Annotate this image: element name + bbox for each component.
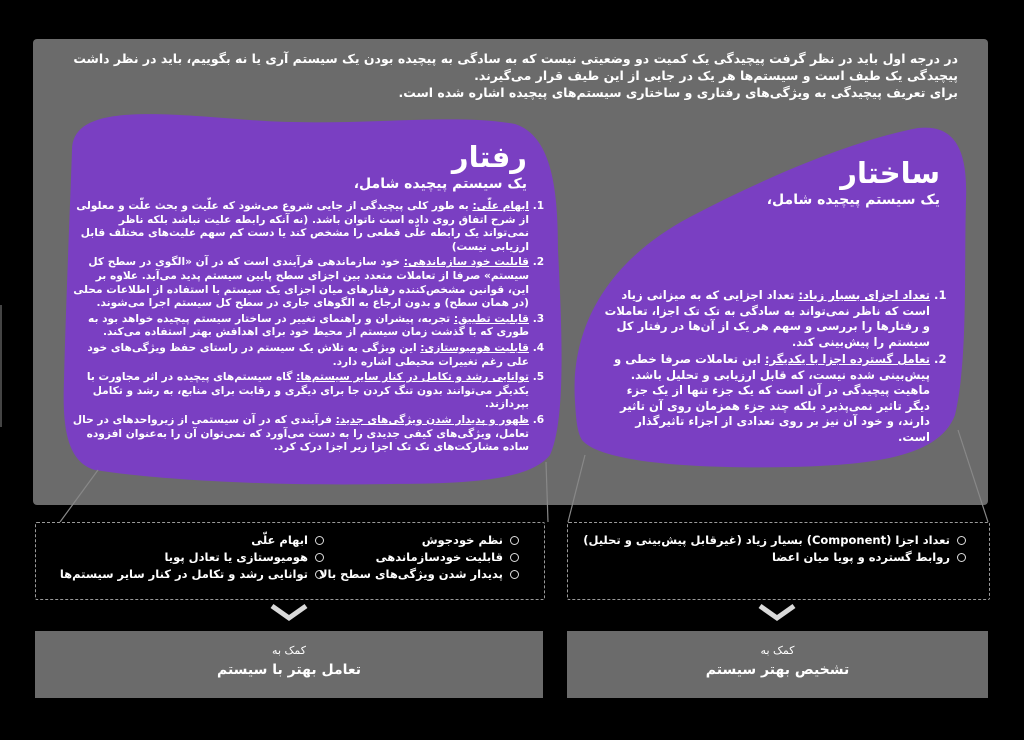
connector-right-1 (568, 455, 585, 522)
item-term: ظهور و پدیدار شدن ویژگی‌های جدید: (335, 413, 529, 426)
outcome-right-small: کمک به (760, 644, 795, 657)
item-text: فرآیندی که در آن سیستمی از زیرواحدهای در حال تعامل، ویژگی‌های کیفی جدیدی را به دست می‌آورد که نمی‌توان آن را به‌عنوان افزوده ساده مشارکت‌های تک تک اجزا زیر اجزا درک کرد. (72, 413, 529, 454)
summary-bullet: ابهام علّی (60, 532, 324, 549)
intro-line-2: پیچیدگی یک طیف است و سیستم‌ها هر یک در جایی از این طیف قرار می‌گیرند. (474, 68, 958, 83)
summary-right-list (583, 532, 966, 566)
item-term: توانایی رشد و تکامل در کنار سایر سیستم‌ها: (296, 371, 529, 384)
summary-bullet: هومیوستازی یا تعادل پویا (60, 549, 324, 566)
summary-bullet: روابط گسترده و پویا میان اعضا (583, 549, 966, 566)
item-term: ابهام علّی: (472, 200, 529, 212)
connector-right-2 (958, 430, 988, 522)
intro-line-1: در درجه اول باید در نظر گرفت پیچیدگی یک کمیت دو وضعیتی نیست که به سادگی به پیچیده بودن یک سیستم آری یا نه بگوییم، باید در نظر داشت (73, 51, 958, 66)
list-item (600, 352, 930, 445)
item-term: تعامل گسترده اجزا با یکدیگر: (764, 352, 930, 366)
structure-section (600, 150, 948, 447)
item-text: تعداد اجزایی که به میزانی زیاد است که ناظر نمی‌تواند به سادگی به تک تک اجزا، تعاملات و رفتارها را بررسی و سهم هر یک از آن‌ها در رفتار کل سیستم را پیش‌بینی کند. (604, 288, 930, 349)
item-text: این تعاملات صرفا خطی و پیش‌بینی شده نیست، که قابل ارزیابی و تحلیل باشد. ماهیت پیچیدگی در آن است که یک جزء تنها از یک جزء دیگر تاثیر نمی‌پذیرد بلکه چند جزء همزمان روی آن تاثیر دارند، و خود آن نیز بر روی تعدادی از اجزاء تاثیرگذار است. (614, 352, 930, 444)
summary-bullet: توانایی رشد و تکامل در کنار سایر سیستم‌ها (60, 566, 324, 583)
list-item (72, 414, 529, 455)
item-text: خود سازماندهی فرآیندی است که در آن «الگوی در سطح کل سیستم» صرفا از تعاملات متعدد بین اجزای سطح پایین سیستم پدید می‌آید. علاوه بر این، قوانین مشخص‌کننده رفتارهای میان اجزای یک سیستم با استفاده از اطلاعات محلی (در همان سطح) و بدون ارجاع به الگوهای جاری در سطح کل سیستم اجرا می‌شوند. (73, 256, 529, 310)
summary-bullet: قابلیت خودسازماندهی (319, 549, 519, 566)
summary-left-col-left (319, 532, 519, 583)
connector-left-2 (546, 462, 548, 522)
structure-subtitle: یک سیستم پیچیده شامل، (766, 192, 940, 208)
list-item (72, 256, 529, 310)
behavior-title: رفتار (451, 140, 527, 174)
intro-line-3: برای تعریف پیچیدگی به ویژگی‌های رفتاری و ساختاری سیستم‌های پیچیده اشاره شده است. (398, 85, 958, 100)
summary-bullet: پدیدار شدن ویژگی‌های سطح بالا (319, 566, 519, 583)
item-text: تجربه، پیشران و راهنمای تغییر در ساختار سیستم پیچیده خواهد بود به طوری که با گذشت زمان سیستم از محیط خود برای اهدافش بهتر استفاده می‌کند. (88, 312, 529, 339)
outcome-left-small: کمک به (272, 644, 306, 657)
outcome-left-box (35, 631, 543, 698)
behavior-section (72, 140, 547, 457)
outcome-left-big: تعامل بهتر با سیستم (216, 662, 362, 678)
list-item (72, 313, 529, 340)
item-term: تعداد اجزای بسیار زیاد: (798, 288, 930, 302)
item-text: این ویژگی به تلاش یک سیستم در راستای حفظ ویژگی‌های خود علی رغم تغییرات محیطی اشاره دارد. (87, 341, 529, 368)
item-term: قابلیت خود سازماندهی: (403, 256, 529, 269)
summary-bullet: نظم خودجوش (319, 532, 519, 549)
chevron-down-icon (756, 602, 798, 622)
outcome-right-box (567, 631, 988, 698)
structure-title: ساختار (840, 156, 940, 190)
outcome-right-big: تشخیص بهتر سیستم (705, 662, 850, 678)
item-text: به طور کلی پیچیدگی از جایی شروع می‌شود که علّیت و بحث علّت و معلولی از شرح اتفاق روی داده است ناتوان باشد. (نه آنکه رابطه علیت نباشد بلکه ناظر نمی‌تواند یک رابطه علّی قطعی را مشخص کند یا دست کم سهم علیت‌های مختلف قابل ارزیابی نیست) (76, 200, 529, 253)
chevron-down-icon (268, 602, 310, 622)
structure-list (600, 288, 948, 445)
connector-left-1 (60, 470, 98, 522)
list-item (72, 200, 529, 254)
behavior-list (72, 200, 547, 455)
behavior-subtitle: یک سیستم پیچیده شامل، (353, 176, 527, 192)
summary-left-col-right (60, 532, 324, 583)
item-term: قابلیت هومیوستازی: (420, 341, 529, 354)
list-item (600, 288, 930, 350)
list-item (72, 342, 529, 369)
summary-bullet: تعداد اجزا (Component) بسیار زیاد (غیرقابل پیش‌بینی و تحلیل) (583, 532, 966, 549)
item-term: قابلیت تطبیق: (453, 312, 529, 325)
item-text: گاه سیستم‌های پیچیده در اثر مجاورت با یکدیگر می‌توانند بدون تنگ کردن جا برای دیگری و رقابت برای منابع، به رشد و تکامل بپردازند. (86, 371, 529, 411)
list-item (72, 371, 529, 412)
